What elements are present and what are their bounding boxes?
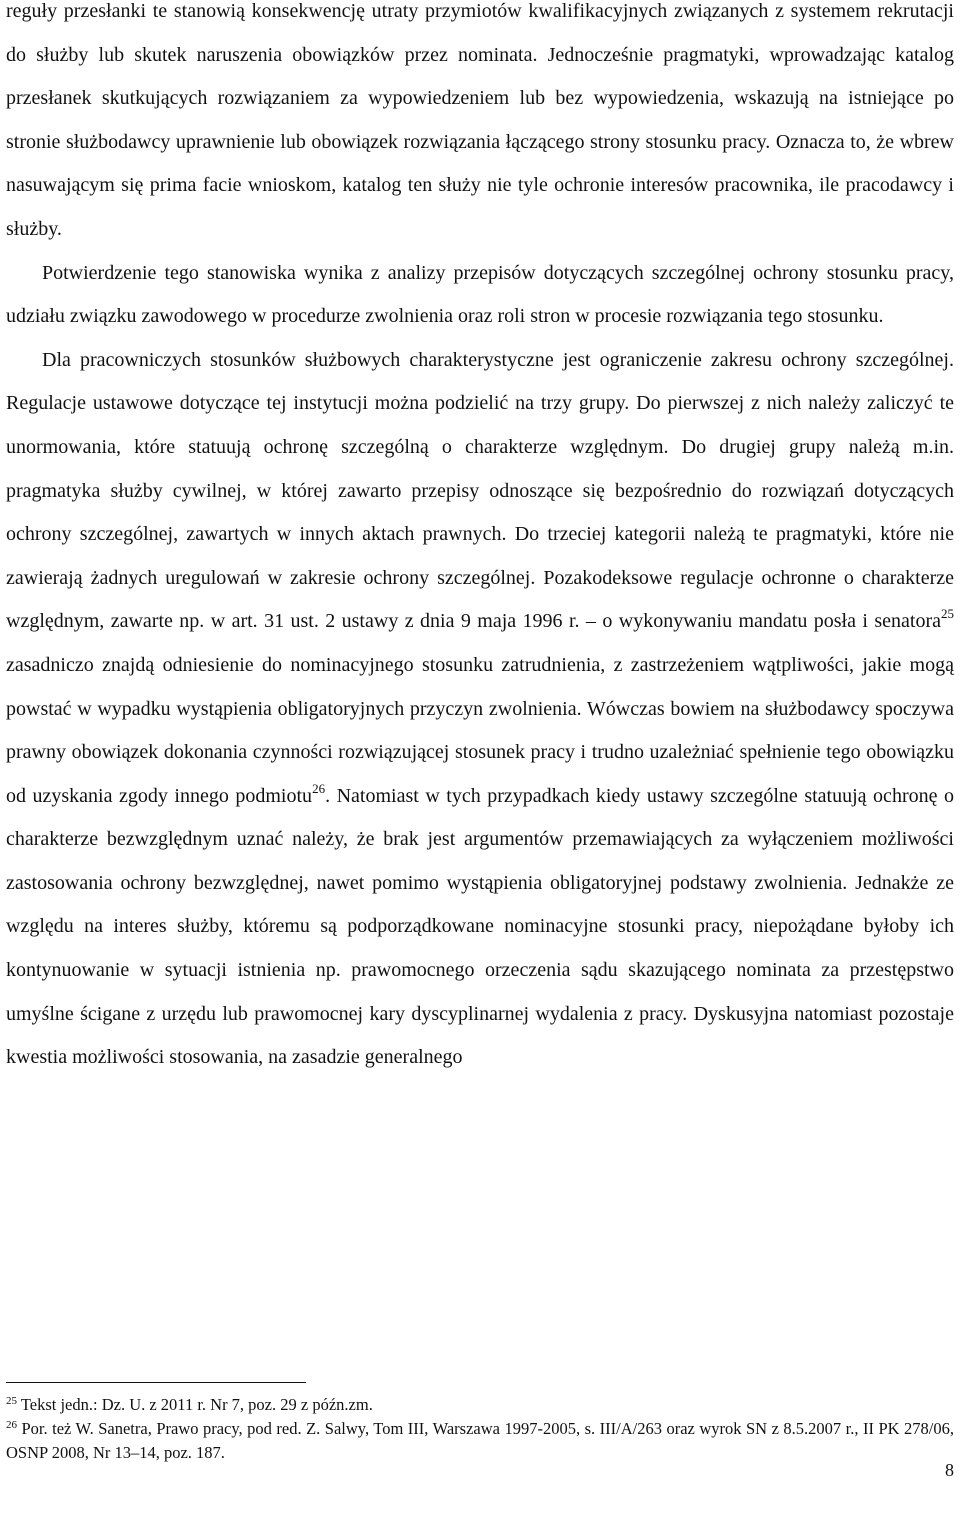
footnote-text: Por. też W. Sanetra, Prawo pracy, pod red. Z. Salwy, Tom III, Warszawa 1997-2005, s. III/A/263 oraz wyrok SN z 8.5.2007 r., II PK 278/06, OSNP 2008, Nr 13–14, poz. 187. [6,1419,954,1462]
footnote-25 [6,1393,954,1417]
paragraph-3-text-part-1: Dla pracowniczych stosunków służbowych charakterystyczne jest ograniczenie zakresu ochrony szczególnej. Regulacje ustawowe dotyczące tej instytucji można podzielić na trzy grupy. Do pierwszej z nich należy zaliczyć te unormowania, które statuują ochronę szczególną o charakterze względnym. Do drugiej grupy należą m.in. pragmatyka służby cywilnej, w której zawarto przepisy odnoszące się bezpośrednio do rozwiązań dotyczących ochrony szczególnej, zawartych w innych aktach prawnych. Do trzeciej kategorii należą te pragmatyki, które nie zawierają żadnych uregulowań w zakresie ochrony szczególnej. Pozakodeksowe regulacje ochronne o charakterze względnym, zawarte np. w art. 31 ust. 2 ustawy z dnia 9 maja 1996 r. – o wykonywaniu mandatu posła i senatora [6,348,954,633]
document-page [6,0,954,1080]
footnote-ref-25: 25 [941,606,954,622]
footnote-text: Tekst jedn.: Dz. U. z 2011 r. Nr 7, poz. 29 z późn.zm. [17,1395,373,1414]
footnotes [6,1393,954,1465]
footnote-number: 26 [6,1419,17,1431]
footnote-ref-26: 26 [312,780,326,796]
paragraph-3 [6,339,954,1080]
paragraph-1: reguły przesłanki te stanowią konsekwencję utraty przymiotów kwalifikacyjnych związanych z systemem rekrutacji do służby lub skutek naruszenia obowiązków przez nominata. Jednocześnie pragmatyki, wprowadzając katalog przesłanek skutkujących rozwiązaniem za wypowiedzeniem lub bez wypowiedzenia, wskazują na istniejące po stronie służbodawcy uprawnienie lub obowiązek rozwiązania łączącego strony stosunku pracy. Oznacza to, że wbrew nasuwającym się prima facie wnioskom, katalog ten służy nie tyle ochronie interesów pracownika, ile pracodawcy i służby. [6,0,954,240]
footnote-separator [6,1382,306,1383]
page-number: 8 [945,1460,954,1480]
paragraph-3-text-part-2: zasadniczo znajdą odniesienie do nominacyjnego stosunku zatrudnienia, z zastrzeżeniem wątpliwości, jakie mogą powstać w wypadku wystąpienia obligatoryjnych przyczyn zwolnienia. Wówczas bowiem na służbodawcy spoczywa prawny obowiązek dokonania czynności rozwiązującej stosunek pracy i trudno uzależniać spełnienie tego obowiązku od uzyskania zgody innego podmiotu [6,653,954,807]
paragraph-3-text-part-3: . Natomiast w tych przypadkach kiedy ustawy szczególne statuują ochronę o charakterze bezwzględnym uznać należy, że brak jest argumentów przemawiających za wyłączeniem możliwości zastosowania ochrony bezwzględnej, nawet pomimo wystąpienia obligatoryjnej podstawy zwolnienia. Jednakże ze względu na interes służby, któremu są podporządkowane nominacyjne stosunki pracy, niepożądane byłoby ich kontynuowanie w sytuacji istnienia np. prawomocnego orzeczenia sądu skazującego nominata za przestępstwo umyślne ścigane z urzędu lub prawomocnej kary dyscyplinarnej wydalenia z pracy. Dyskusyjna natomiast pozostaje kwestia możliwości stosowania, na zasadzie generalnego [6,784,954,1069]
footnote-number: 25 [6,1395,17,1407]
paragraph-2: Potwierdzenie tego stanowiska wynika z analizy przepisów dotyczących szczególnej ochrony stosunku pracy, udziału związku zawodowego w procedurze zwolnienia oraz roli stron w procesie rozwiązania tego stosunku. [6,261,954,328]
footnote-26 [6,1417,954,1465]
